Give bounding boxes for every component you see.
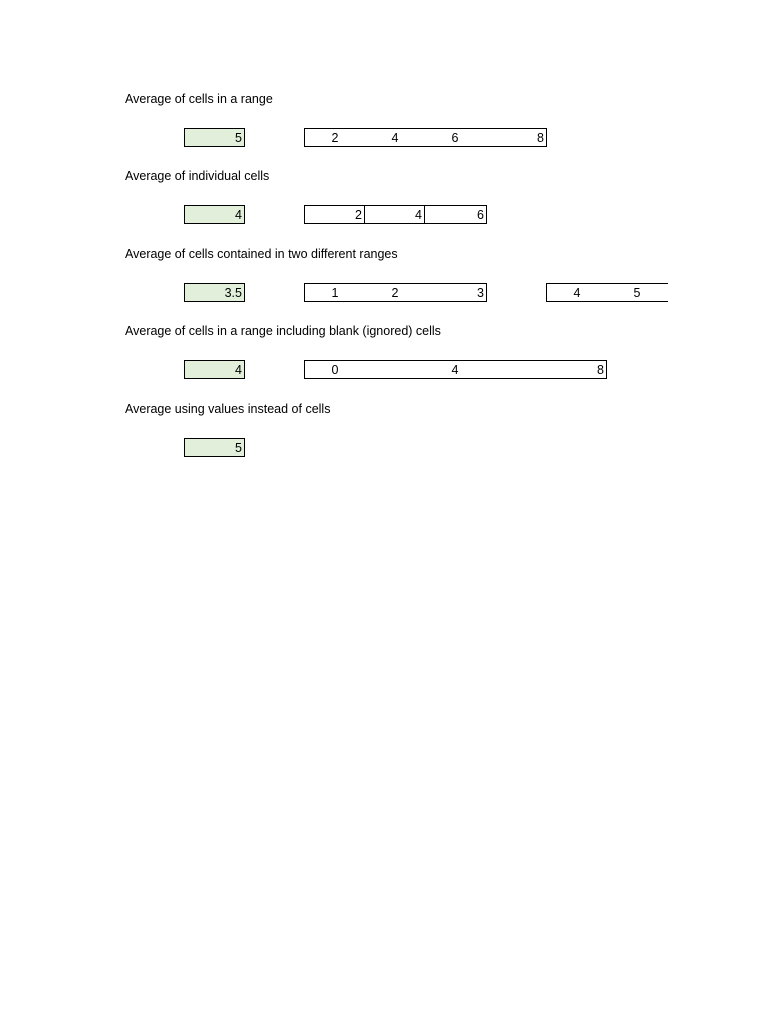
range-cell[interactable]: 2 — [331, 131, 339, 145]
range-cell[interactable]: 2 — [391, 286, 399, 300]
result-value: 5 — [235, 441, 242, 455]
section-label: Average of cells in a range — [125, 92, 273, 106]
result-cell[interactable] — [184, 128, 245, 147]
value-range-b[interactable] — [546, 283, 668, 302]
range-cell[interactable]: 8 — [597, 363, 604, 377]
result-cell[interactable] — [184, 283, 245, 302]
section-label: Average of individual cells — [125, 169, 270, 183]
range-cell[interactable]: 6 — [477, 208, 484, 222]
section-label: Average of cells contained in two different ranges — [125, 247, 398, 261]
result-cell[interactable] — [184, 438, 245, 457]
result-cell[interactable] — [184, 205, 245, 224]
range-cell[interactable]: 4 — [451, 363, 459, 377]
range-cell[interactable]: 6 — [451, 131, 459, 145]
value-range[interactable] — [304, 128, 547, 147]
result-value: 3.5 — [224, 286, 242, 300]
range-cell[interactable]: 3 — [477, 286, 484, 300]
section-label: Average using values instead of cells — [125, 402, 331, 416]
range-cell-blank[interactable] — [365, 361, 425, 378]
result-value: 4 — [235, 363, 242, 377]
result-cell[interactable] — [184, 360, 245, 379]
result-value: 4 — [235, 208, 242, 222]
value-range-a[interactable] — [304, 283, 487, 302]
range-cell[interactable]: 4 — [365, 206, 425, 223]
range-cell[interactable]: 0 — [331, 363, 339, 377]
range-cell[interactable]: 4 — [573, 286, 581, 300]
value-range[interactable] — [304, 205, 487, 224]
range-cell-blank[interactable] — [485, 361, 545, 378]
range-cell[interactable]: 5 — [633, 286, 641, 300]
section-label: Average of cells in a range including blank (ignored) cells — [125, 324, 441, 338]
value-range[interactable] — [304, 360, 607, 379]
range-cell[interactable]: 2 — [305, 206, 365, 223]
range-cell[interactable]: 1 — [331, 286, 339, 300]
range-cell[interactable]: 8 — [537, 131, 544, 145]
range-cell[interactable]: 4 — [391, 131, 399, 145]
result-value: 5 — [235, 131, 242, 145]
